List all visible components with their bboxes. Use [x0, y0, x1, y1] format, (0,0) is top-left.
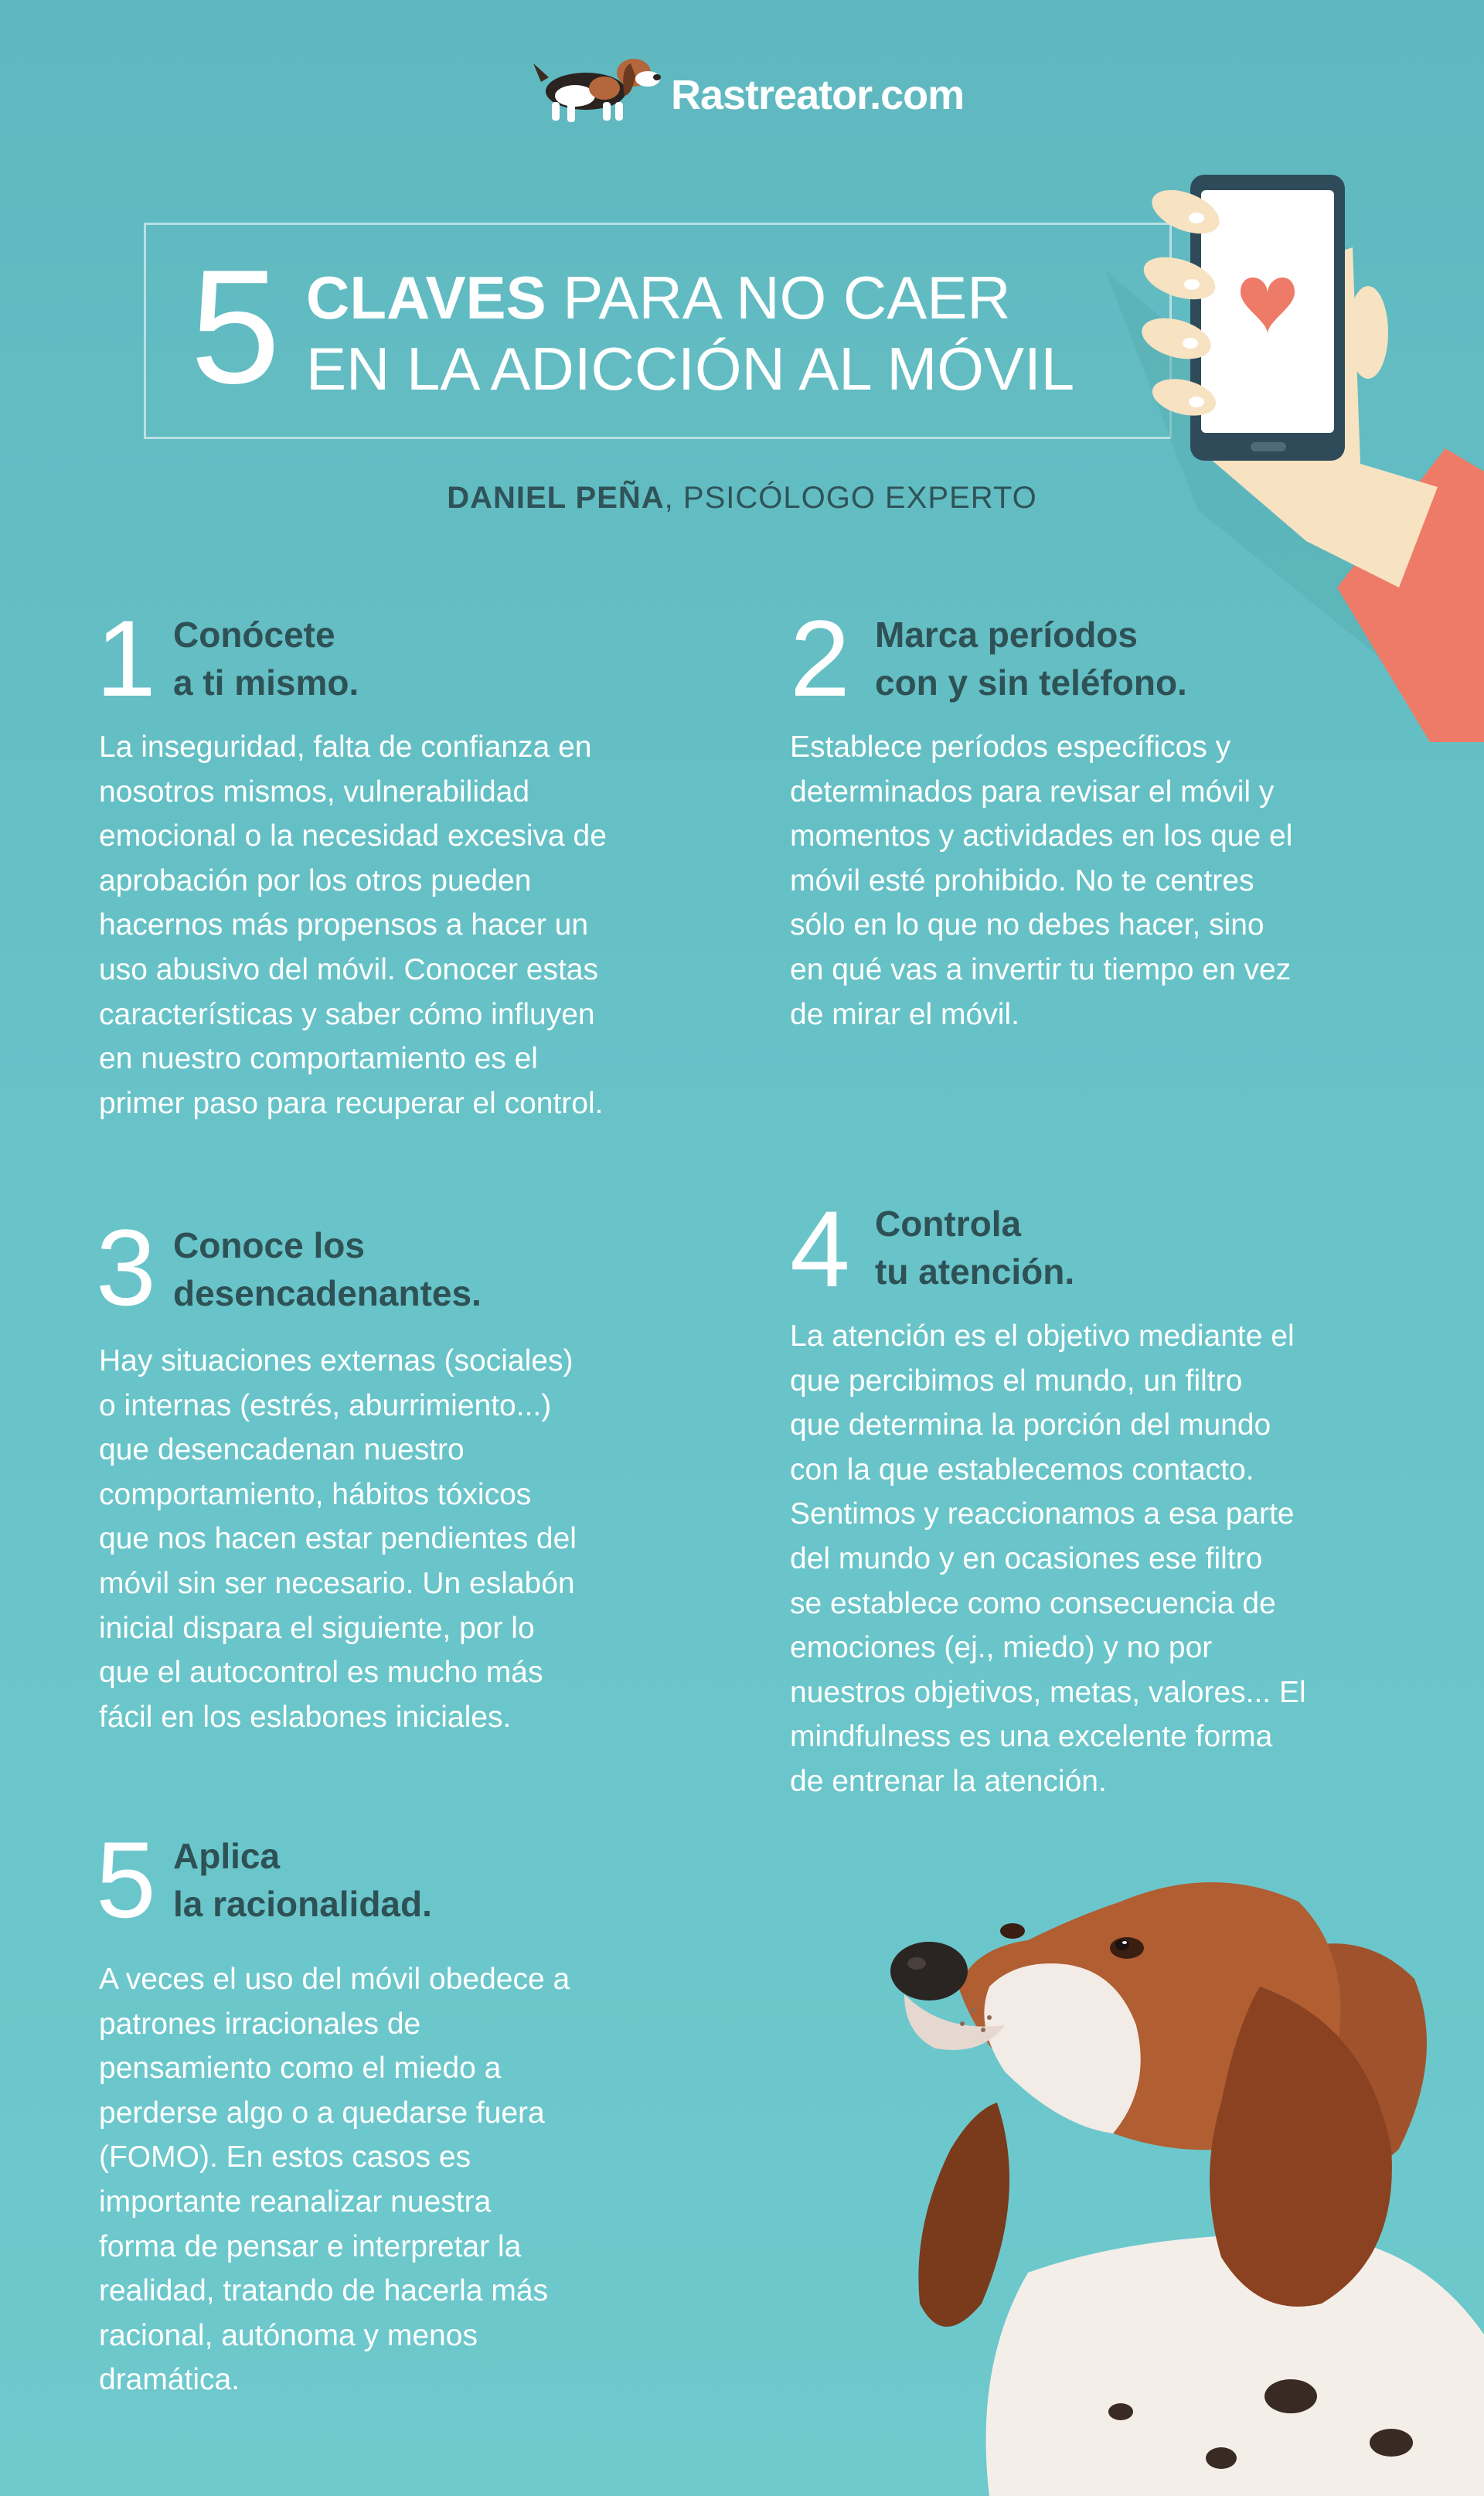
body-line: momentos y actividades en los que el	[790, 819, 1293, 853]
section-3-heading-line: desencadenantes.	[173, 1273, 482, 1313]
title-number: 5	[190, 236, 281, 417]
body-line: fácil en los eslabones iniciales.	[99, 1700, 512, 1734]
section-2-heading-line: Marca períodos	[875, 615, 1138, 655]
body-line: A veces el uso del móvil obedece a	[99, 1963, 570, 1996]
body-line: realidad, tratando de hacerla más	[99, 2274, 549, 2308]
author-role: , PSICÓLOGO EXPERTO	[664, 481, 1037, 515]
body-line: mindfulness es una excelente forma	[790, 1720, 1273, 1754]
body-line: dramática.	[99, 2363, 240, 2397]
body-line: sólo en lo que no debes hacer, sino	[790, 908, 1264, 942]
body-line: pensamiento como el miedo a	[99, 2052, 502, 2086]
body-line: inicial dispara el siguiente, por lo	[99, 1611, 535, 1645]
brand-name: Rastreator.com	[671, 72, 965, 118]
body-line: hacernos más propensos a hacer un	[99, 908, 589, 942]
title-line-1-rest: PARA NO CAER	[546, 264, 1011, 332]
section-5-heading-line: la racionalidad.	[173, 1884, 432, 1924]
body-line: racional, autónoma y menos	[99, 2318, 478, 2352]
basset-hound-logo-icon	[530, 48, 662, 125]
body-line: con la que establecemos contacto.	[790, 1452, 1254, 1486]
section-2-body	[790, 725, 1292, 1037]
section-4-number: 4	[790, 1188, 850, 1309]
body-line: emocional o la necesidad excesiva de	[99, 819, 607, 853]
body-line: La atención es el objetivo mediante el	[790, 1320, 1295, 1353]
section-5-body	[99, 1957, 570, 2402]
body-line: aprobación por los otros pueden	[99, 863, 532, 897]
body-line: emociones (ej., miedo) y no por	[790, 1631, 1213, 1665]
section-4-heading-line: tu atención.	[875, 1251, 1075, 1292]
section-3-number: 3	[96, 1207, 156, 1328]
body-line: Establece períodos específicos y	[790, 730, 1231, 764]
body-line: de mirar el móvil.	[790, 997, 1019, 1031]
title-line-1	[306, 263, 1011, 332]
section-5-number: 5	[96, 1819, 156, 1940]
body-line: que determina la porción del mundo	[790, 1408, 1271, 1442]
section-1-heading-line: Conócete	[173, 615, 335, 655]
body-line: uso abusivo del móvil. Conocer estas	[99, 952, 598, 986]
section-3-body	[99, 1339, 577, 1739]
basset-hound-illustration	[858, 1871, 1484, 2496]
section-1-number: 1	[96, 598, 156, 719]
body-line: comportamiento, hábitos tóxicos	[99, 1477, 532, 1511]
body-line: que nos hacen estar pendientes del	[99, 1522, 577, 1556]
body-line: móvil esté prohibido. No te centres	[790, 863, 1254, 897]
section-4-heading	[875, 1200, 1074, 1296]
author-credit	[0, 481, 1484, 516]
body-line: patrones irracionales de	[99, 2007, 421, 2041]
author-name: DANIEL PEÑA	[447, 481, 665, 515]
section-5-heading	[173, 1832, 432, 1928]
body-line: en qué vas a invertir tu tiempo en vez	[790, 952, 1292, 986]
title-line-2: EN LA ADICCIÓN AL MÓVIL	[306, 335, 1075, 403]
body-line: nuestros objetivos, metas, valores... El	[790, 1675, 1306, 1709]
body-line: nosotros mismos, vulnerabilidad	[99, 775, 530, 809]
section-4-heading-line: Controla	[875, 1204, 1022, 1244]
body-line: determinados para revisar el móvil y	[790, 775, 1275, 809]
section-3-heading	[173, 1221, 482, 1317]
body-line: que el autocontrol es mucho más	[99, 1656, 543, 1690]
title-bold-word: CLAVES	[306, 264, 546, 332]
body-line: primer paso para recuperar el control.	[99, 1086, 604, 1120]
body-line: Hay situaciones externas (sociales)	[99, 1344, 574, 1377]
brand-logo[interactable]	[530, 48, 963, 133]
body-line: características y saber cómo influyen	[99, 997, 595, 1031]
body-line: del mundo y en ocasiones ese filtro	[790, 1541, 1263, 1575]
body-line: que desencadenan nuestro	[99, 1433, 465, 1467]
body-line: perderse algo o a quedarse fuera	[99, 2096, 545, 2130]
section-4-body	[790, 1314, 1306, 1804]
section-2-number: 2	[790, 598, 850, 719]
body-line: La inseguridad, falta de confianza en	[99, 730, 592, 764]
body-line: forma de pensar e interpretar la	[99, 2229, 522, 2263]
body-line: o internas (estrés, aburrimiento...)	[99, 1388, 552, 1422]
body-line: en nuestro comportamiento es el	[99, 1042, 538, 1076]
body-line: importante reanalizar nuestra	[99, 2184, 492, 2218]
section-1-heading	[173, 611, 359, 707]
section-5-heading-line: Aplica	[173, 1836, 281, 1876]
section-2-heading-line: con y sin teléfono.	[875, 662, 1187, 703]
body-line: de entrenar la atención.	[790, 1764, 1107, 1798]
body-line: Sentimos y reaccionamos a esa parte	[790, 1497, 1295, 1531]
body-line: (FOMO). En estos casos es	[99, 2140, 471, 2174]
body-line: se establece como consecuencia de	[790, 1586, 1276, 1620]
body-line: que percibimos el mundo, un filtro	[790, 1364, 1243, 1398]
section-1-body	[99, 725, 607, 1125]
section-3-heading-line: Conoce los	[173, 1225, 365, 1265]
section-2-heading	[875, 611, 1187, 707]
body-line: móvil sin ser necesario. Un eslabón	[99, 1566, 575, 1600]
section-1-heading-line: a ti mismo.	[173, 662, 359, 703]
